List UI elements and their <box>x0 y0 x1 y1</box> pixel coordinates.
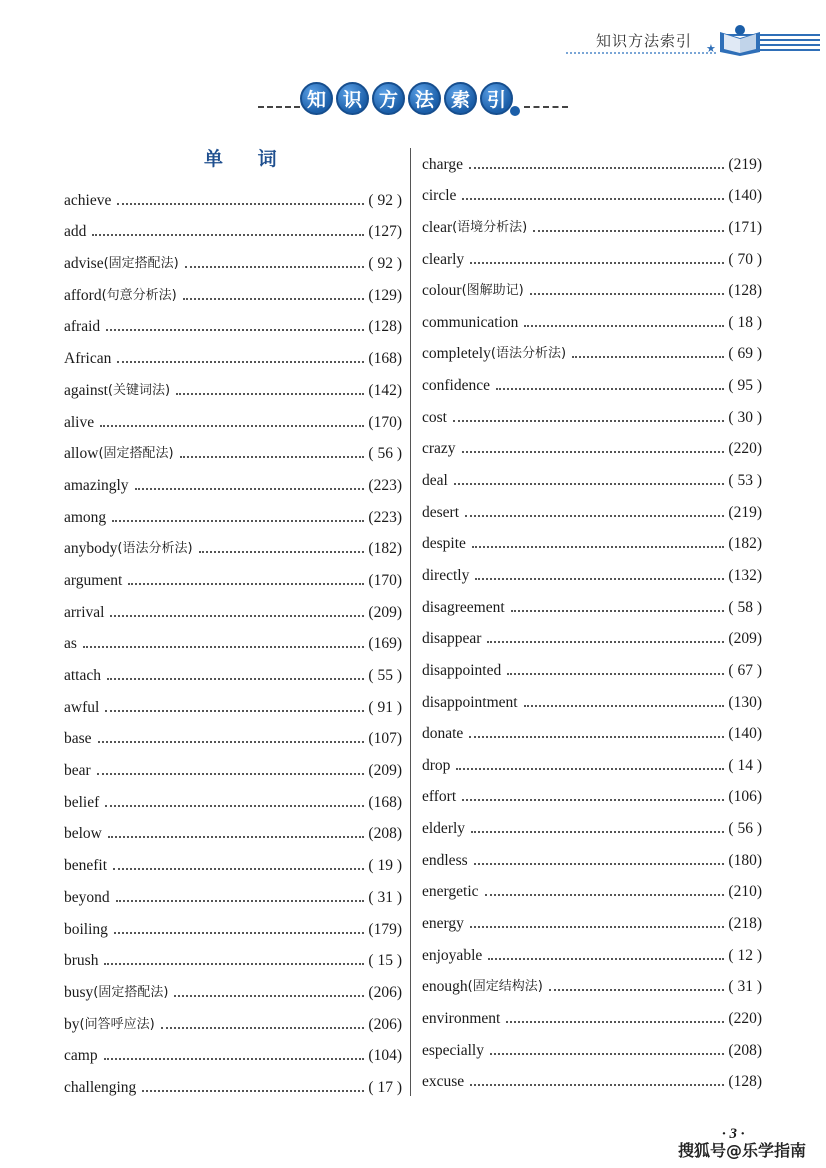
index-word: endless <box>422 851 468 869</box>
index-word: boiling <box>64 920 108 938</box>
index-page-ref: ( 18 ) <box>728 313 762 331</box>
dot-leader <box>470 1084 724 1086</box>
dot-leader <box>104 963 364 965</box>
index-page-ref: ( 14 ) <box>728 756 762 774</box>
dot-leader <box>113 868 364 870</box>
index-entry <box>64 527 402 559</box>
index-word: enjoyable <box>422 946 483 964</box>
index-method-note: (关键词法) <box>107 382 171 398</box>
index-word: energetic <box>422 883 479 901</box>
index-word: disappear <box>422 630 482 648</box>
index-entry <box>64 305 402 337</box>
index-entry <box>64 622 402 654</box>
index-page-ref: ( 19 ) <box>368 857 402 875</box>
title-chars <box>300 82 513 115</box>
index-page-ref: (104) <box>368 1047 402 1065</box>
dot-leader <box>496 388 724 390</box>
dot-leader <box>462 451 725 453</box>
dot-leader <box>183 298 365 300</box>
index-page-ref: (170) <box>368 571 402 589</box>
dot-leader <box>471 831 724 833</box>
index-word: base <box>64 730 92 748</box>
index-entry <box>64 432 402 464</box>
index-word: despite <box>422 535 466 553</box>
index-entry <box>64 558 402 590</box>
index-entry <box>422 617 762 649</box>
index-page-ref: (210) <box>728 883 762 901</box>
index-word: colour <box>422 282 462 300</box>
index-word: anybody <box>64 540 118 558</box>
dot-leader <box>116 900 365 902</box>
index-word: elderly <box>422 820 466 838</box>
index-entry <box>64 875 402 907</box>
title-char: 索 <box>444 82 477 115</box>
index-entry <box>64 717 402 749</box>
dot-leader <box>474 863 725 865</box>
dot-leader <box>107 678 364 680</box>
index-method-note: (句意分析法) <box>101 287 177 303</box>
index-word: energy <box>422 915 464 933</box>
index-entry <box>64 1002 402 1034</box>
index-page-ref: ( 92 ) <box>368 191 402 209</box>
index-entry <box>422 743 762 775</box>
dot-leader <box>97 773 365 775</box>
page-title <box>258 82 568 118</box>
index-method-note: (语法分析法) <box>490 346 567 362</box>
index-page-ref: (220) <box>728 440 762 458</box>
index-column-right <box>422 142 762 1091</box>
index-page-ref: (219) <box>728 503 762 521</box>
index-word: disappointment <box>422 693 518 711</box>
index-entry <box>422 174 762 206</box>
index-word: excuse <box>422 1073 465 1091</box>
index-entry <box>64 210 402 242</box>
index-method-note: (问答呼应法) <box>79 1016 155 1032</box>
dot-leader <box>185 266 365 268</box>
running-title: 知识方法索引 <box>596 32 693 50</box>
index-word: environment <box>422 1009 501 1027</box>
index-page-ref: (142) <box>368 381 402 399</box>
index-page-ref: (209) <box>368 762 402 780</box>
dot-leader <box>142 1090 364 1092</box>
index-page-ref: ( 31 ) <box>368 888 402 906</box>
dot-leader <box>487 641 724 643</box>
dot-leader <box>462 198 724 200</box>
book-logo-icon <box>716 22 764 58</box>
index-entry <box>64 970 402 1002</box>
star-icon: ★ <box>706 43 716 55</box>
dot-leader <box>490 1053 724 1055</box>
index-method-note: (固定搭配法) <box>98 446 174 462</box>
index-page-ref: ( 12 ) <box>728 946 762 964</box>
index-word: busy <box>64 983 94 1001</box>
index-word: advise <box>64 255 104 273</box>
dot-leader <box>135 488 365 490</box>
index-entry <box>422 395 762 427</box>
dot-leader <box>572 356 724 358</box>
index-method-note: (固定搭配法) <box>103 256 179 272</box>
index-page-ref: (209) <box>368 603 402 621</box>
index-word: clearly <box>422 250 465 268</box>
index-word: enough <box>422 978 468 996</box>
index-word: donate <box>422 725 464 743</box>
dot-leader <box>454 483 725 485</box>
index-word: beyond <box>64 888 110 906</box>
index-page-ref: (130) <box>728 693 762 711</box>
dot-leader <box>465 515 724 517</box>
index-word: circle <box>422 187 457 205</box>
dot-leader <box>98 741 365 743</box>
index-word: add <box>64 223 87 241</box>
index-word: as <box>64 635 77 653</box>
index-word: brush <box>64 952 99 970</box>
title-char: 法 <box>408 82 441 115</box>
section-heading: 单 词 <box>204 148 291 170</box>
index-page-ref: (140) <box>728 187 762 205</box>
page-number: · 3 · <box>722 1126 745 1142</box>
index-page-ref: (182) <box>368 540 402 558</box>
index-word: argument <box>64 571 123 589</box>
dot-leader <box>180 456 365 458</box>
index-entry <box>422 901 762 933</box>
index-column-left <box>64 178 402 1097</box>
index-page-ref: (140) <box>728 725 762 743</box>
index-entry <box>422 142 762 174</box>
dot-leader <box>92 234 364 236</box>
index-page-ref: (209) <box>728 630 762 648</box>
index-word: cost <box>422 408 447 426</box>
index-method-note: (固定搭配法) <box>93 984 169 1000</box>
index-page-ref: (168) <box>368 793 402 811</box>
index-word: camp <box>64 1047 98 1065</box>
index-page-ref: (128) <box>728 1073 762 1091</box>
index-word: amazingly <box>64 476 129 494</box>
index-entry <box>422 996 762 1028</box>
index-entry <box>64 939 402 971</box>
dot-leader <box>100 425 364 427</box>
index-word: directly <box>422 566 470 584</box>
index-page-ref: (206) <box>368 983 402 1001</box>
index-entry <box>422 363 762 395</box>
dot-leader <box>488 958 724 960</box>
index-page-ref: (168) <box>368 350 402 368</box>
title-char: 引 <box>480 82 513 115</box>
index-entry <box>422 490 762 522</box>
index-word: drop <box>422 756 451 774</box>
dot-leader <box>549 989 725 991</box>
index-page-ref: ( 69 ) <box>728 345 762 363</box>
dot-leader <box>117 361 364 363</box>
column-divider <box>410 148 411 1096</box>
dot-leader <box>114 932 365 934</box>
index-word: clear <box>422 218 453 236</box>
index-entry <box>64 336 402 368</box>
index-page-ref: (223) <box>368 476 402 494</box>
dot-leader <box>106 329 364 331</box>
index-page-ref: ( 67 ) <box>728 661 762 679</box>
dot-leader <box>174 995 364 997</box>
index-word: attach <box>64 667 102 684</box>
index-word: achieve <box>64 191 112 209</box>
index-word: benefit <box>64 857 108 875</box>
index-entry <box>64 400 402 432</box>
title-dash-right <box>524 106 568 108</box>
index-entry <box>422 585 762 617</box>
dot-leader <box>453 420 724 422</box>
dot-leader <box>507 673 724 675</box>
index-entry <box>422 300 762 332</box>
dot-leader <box>470 262 724 264</box>
index-entry <box>64 1034 402 1066</box>
dot-leader <box>469 167 724 169</box>
index-entry <box>422 775 762 807</box>
header-dotted-rule <box>566 52 716 54</box>
index-entry <box>422 933 762 965</box>
index-word: allow <box>64 445 99 463</box>
dot-leader <box>117 203 364 205</box>
dot-leader <box>105 710 364 712</box>
index-page-ref: (107) <box>368 730 402 748</box>
index-word: alive <box>64 413 95 431</box>
index-entry <box>64 907 402 939</box>
index-entry <box>422 237 762 269</box>
index-page-ref: (127) <box>368 223 402 241</box>
index-word: below <box>64 825 102 843</box>
index-word: effort <box>422 788 457 806</box>
index-page-ref: (179) <box>368 920 402 938</box>
index-page-ref: ( 95 ) <box>728 377 762 395</box>
index-page-ref: (106) <box>728 788 762 806</box>
index-entry <box>422 458 762 490</box>
dot-leader <box>475 578 724 580</box>
index-entry <box>64 685 402 717</box>
index-word: African <box>64 350 112 368</box>
dot-leader <box>533 230 724 232</box>
dot-leader <box>83 646 365 648</box>
dot-leader <box>472 546 725 548</box>
index-word: by <box>64 1015 80 1033</box>
index-word: disagreement <box>422 598 505 616</box>
index-method-note: (语境分析法) <box>452 219 528 235</box>
index-page-ref: (182) <box>728 535 762 553</box>
index-entry <box>64 780 402 812</box>
dot-leader <box>112 520 364 522</box>
index-word: belief <box>64 793 100 811</box>
index-page-ref: (170) <box>368 413 402 431</box>
index-entry <box>64 1065 402 1097</box>
dot-leader <box>524 325 724 327</box>
index-entry <box>422 427 762 459</box>
index-entry <box>422 806 762 838</box>
dot-leader <box>524 705 725 707</box>
index-word: awful <box>64 698 100 716</box>
index-page-ref: ( 17 ) <box>368 1078 402 1096</box>
dot-leader <box>128 583 364 585</box>
index-word: arrival <box>64 603 105 621</box>
index-word: confidence <box>422 377 490 395</box>
watermark: 搜狐号@乐学指南 <box>678 1141 807 1160</box>
index-page-ref: (206) <box>368 1015 402 1033</box>
index-word: afford <box>64 286 102 304</box>
index-word: disappointed <box>422 661 502 679</box>
dot-leader <box>110 615 364 617</box>
dot-leader <box>199 551 365 553</box>
dot-leader <box>469 736 724 738</box>
index-page-ref: (223) <box>368 508 402 526</box>
index-entry <box>64 748 402 780</box>
index-page-ref: (129) <box>368 286 402 304</box>
index-page-ref: (180) <box>728 851 762 869</box>
index-entry <box>422 965 762 997</box>
index-entry <box>422 522 762 554</box>
index-entry <box>64 273 402 305</box>
index-page-ref: ( 55 ) <box>368 667 402 684</box>
index-entry <box>422 680 762 712</box>
index-entry <box>422 838 762 870</box>
index-entry <box>64 590 402 622</box>
index-page-ref: (169) <box>368 635 402 653</box>
index-page-ref: ( 56 ) <box>368 445 402 463</box>
index-page-ref: ( 31 ) <box>728 978 762 996</box>
index-entry <box>422 205 762 237</box>
index-entry <box>422 1028 762 1060</box>
index-page-ref: (220) <box>728 1009 762 1027</box>
index-word: completely <box>422 345 491 363</box>
index-page-ref: (132) <box>728 566 762 584</box>
index-page-ref: ( 92 ) <box>368 255 402 273</box>
index-word: charge <box>422 155 464 173</box>
index-page-ref: (128) <box>728 282 762 300</box>
index-method-note: (语法分析法) <box>117 541 193 557</box>
index-word: desert <box>422 503 460 521</box>
index-word: especially <box>422 1041 484 1059</box>
title-char: 识 <box>336 82 369 115</box>
index-word: communication <box>422 313 519 331</box>
index-entry <box>64 241 402 273</box>
index-entry <box>422 1060 762 1092</box>
index-entry <box>64 495 402 527</box>
index-page-ref: (208) <box>368 825 402 843</box>
dot-leader <box>470 926 725 928</box>
index-entry <box>422 870 762 902</box>
dot-leader <box>161 1027 365 1029</box>
index-entry <box>422 332 762 364</box>
dot-leader <box>485 894 725 896</box>
dot-leader <box>506 1021 724 1023</box>
title-char: 知 <box>300 82 333 115</box>
index-word: crazy <box>422 440 456 458</box>
dot-leader <box>104 1058 365 1060</box>
index-word: afraid <box>64 318 101 336</box>
index-word: against <box>64 381 108 399</box>
index-entry <box>64 812 402 844</box>
index-entry <box>64 653 402 685</box>
index-entry <box>64 368 402 400</box>
dot-leader <box>511 610 725 612</box>
index-page-ref: ( 30 ) <box>728 408 762 426</box>
index-entry <box>64 463 402 495</box>
index-word: among <box>64 508 107 526</box>
index-page-ref: (218) <box>728 915 762 933</box>
index-page-ref: ( 70 ) <box>728 250 762 268</box>
index-entry <box>64 843 402 875</box>
index-word: challenging <box>64 1078 137 1096</box>
index-page-ref: ( 91 ) <box>368 698 402 716</box>
index-word: deal <box>422 472 448 490</box>
index-page-ref: ( 53 ) <box>728 472 762 490</box>
title-dash-left <box>258 106 300 108</box>
index-page-ref: (171) <box>728 218 762 236</box>
dot-leader <box>105 805 364 807</box>
index-page-ref: (128) <box>368 318 402 336</box>
title-dot <box>510 106 520 116</box>
index-method-note: (固定结构法) <box>467 979 543 995</box>
index-word: bear <box>64 762 91 780</box>
dot-leader <box>176 393 364 395</box>
dot-leader <box>108 836 365 838</box>
index-page-ref: ( 56 ) <box>728 820 762 838</box>
index-entry <box>422 269 762 301</box>
index-method-note: (图解助记) <box>461 283 524 299</box>
title-char: 方 <box>372 82 405 115</box>
index-page-ref: ( 15 ) <box>368 952 402 970</box>
index-entry <box>422 648 762 680</box>
dot-leader <box>456 768 724 770</box>
index-entry <box>422 553 762 585</box>
index-page-ref: (219) <box>728 155 762 173</box>
index-entry <box>64 178 402 210</box>
dot-leader <box>530 293 725 295</box>
index-page-ref: (208) <box>728 1041 762 1059</box>
index-entry <box>422 712 762 744</box>
index-page-ref: ( 58 ) <box>728 598 762 616</box>
dot-leader <box>462 799 724 801</box>
